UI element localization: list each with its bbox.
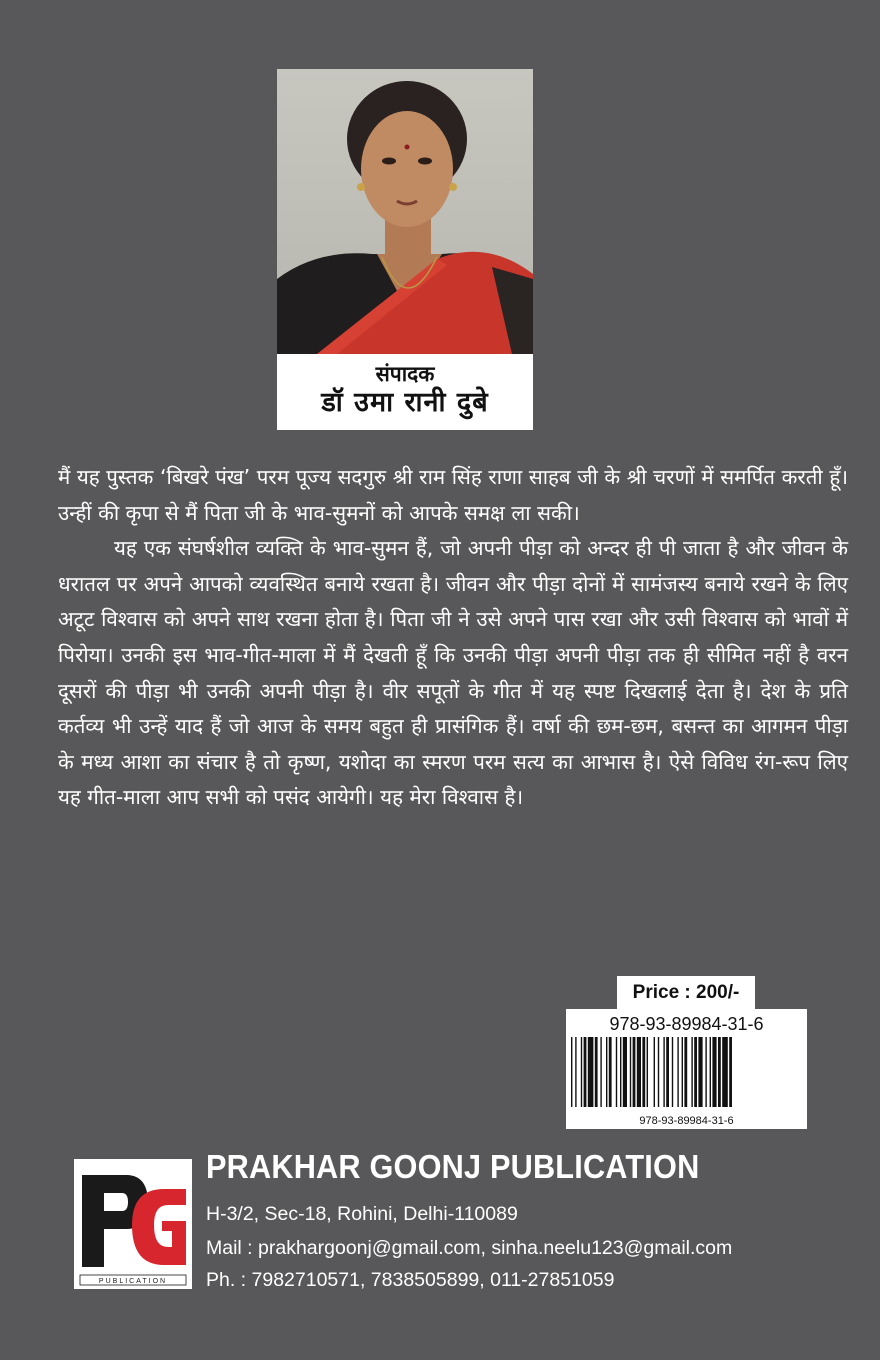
author-photo xyxy=(277,69,533,354)
publisher-phone: Ph. : 7982710571, 7838505899, 011-27851059 xyxy=(206,1269,615,1291)
blurb-text xyxy=(58,460,848,816)
editor-caption xyxy=(277,354,533,430)
publisher-mail: Mail : prakhargoonj@gmail.com, sinha.neelu123@gmail.com xyxy=(206,1237,733,1259)
barcode-bars xyxy=(569,1037,804,1115)
editor-role: संपादक xyxy=(375,362,435,386)
publisher-address: H-3/2, Sec-18, Rohini, Delhi-110089 xyxy=(206,1203,518,1225)
publisher-logo xyxy=(74,1159,192,1289)
isbn-bottom: 978-93-89984-31-6 xyxy=(639,1115,734,1127)
isbn-top: 978-93-89984-31-6 xyxy=(609,1014,764,1034)
publisher-name: PRAKHAR GOONJ PUBLICATION xyxy=(206,1148,700,1185)
blurb-paragraph-2: यह एक संघर्षशील व्यक्ति के भाव-सुमन हैं, जो अपनी पीड़ा को अन्दर ही पी जाता है और जीवन के धरातल पर अपने आपको व्यवस्थित बनाये रखता है। जीवन और पीड़ा दोनों में सामंजस्य बनाये रखने के लिए अटूट विश्वास को अपने साथ रखना होता है। पिता जी ने उसे अपने पास रखा और उसी विश्वास को भावों में पिरोया। उनकी इस भाव-गीत-माला में मैं देखती हूँ कि उनकी पीड़ा अपनी पीड़ा तक ही सीमित नहीं है वरन दूसरों की पीड़ा भी उनकी अपनी पीड़ा है। वीर सपूतों के गीत में यह स्पष्ट दिखलाई देता है। देश के प्रति कर्तव्य भी उन्हें याद हैं जो आज के समय बहुत ही प्रासंगिक हैं। वर्षा की छम-छम, बसन्त का आगमन पीड़ा के मध्य आशा का संचार है तो कृष्ण, यशोदा का स्मरण परम सत्य का आभास है। ऐसे विविध रंग-रूप लिए यह गीत-माला आप सभी को पसंद आयेगी। यह मेरा विश्वास है। xyxy=(58,536,848,810)
logo-subtext: PUBLICATION xyxy=(98,1278,168,1285)
isbn-barcode xyxy=(566,1009,807,1129)
blurb-paragraph-1: मैं यह पुस्तक ‘बिखरे पंख’ परम पूज्य सदगुरु श्री राम सिंह राणा साहब जी के श्री चरणों में समर्पित करती हूँ। उन्हीं की कृपा से मैं पिता जी के भाव-सुमनों को आपके समक्ष ला सकी। xyxy=(58,465,848,525)
editor-name: डॉ उमा रानी दुबे xyxy=(321,387,489,418)
price-label: Price : 200/- xyxy=(617,976,755,1009)
